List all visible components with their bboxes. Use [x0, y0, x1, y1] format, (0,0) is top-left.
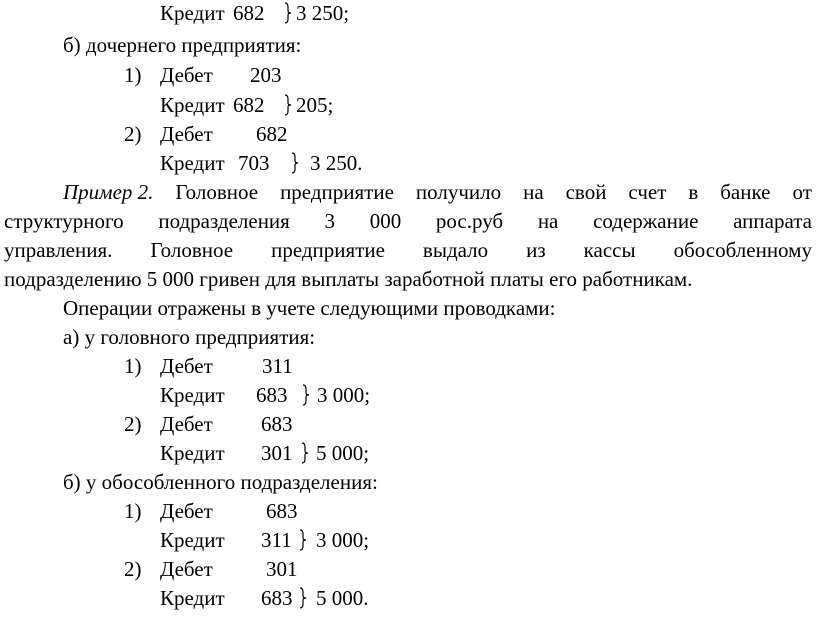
credit-account: 683	[261, 586, 293, 610]
debit-label: Дебет	[160, 354, 213, 378]
brace-icon	[290, 152, 300, 174]
brace-icon	[283, 2, 293, 24]
credit-account: 682	[233, 93, 265, 117]
word: предприятие	[271, 238, 385, 262]
top-credit-amount: 3 250;	[296, 1, 350, 25]
word: Головное	[150, 238, 234, 262]
item-number: 1)	[124, 354, 142, 378]
debit-account: 682	[256, 122, 288, 146]
credit-amount: 5 000.	[316, 586, 369, 610]
word: кассы	[583, 238, 636, 262]
word: на	[537, 209, 559, 233]
debit-account: 301	[266, 557, 298, 581]
word: содержание	[593, 209, 699, 233]
section-a-heading: а) у головного предприятия:	[63, 325, 316, 349]
top-credit-label: Кредит	[160, 1, 225, 25]
paragraph-line-2	[4, 208, 812, 234]
credit-label: Кредит	[160, 151, 225, 175]
item-number: 1)	[124, 63, 142, 87]
brace-icon	[301, 384, 311, 406]
debit-account: 683	[266, 499, 298, 523]
word: от	[792, 180, 812, 204]
credit-amount: 3 000;	[316, 528, 370, 552]
debit-label: Дебет	[160, 63, 213, 87]
paragraph-line-1	[63, 179, 812, 205]
item-number: 1)	[124, 499, 142, 523]
word: счет	[628, 180, 667, 204]
debit-account: 683	[261, 412, 293, 436]
debit-account: 311	[262, 354, 293, 378]
item-number: 2)	[124, 122, 142, 146]
debit-label: Дебет	[160, 412, 213, 436]
word: на	[523, 180, 544, 204]
word: обособленному	[673, 238, 812, 262]
word: рос.руб	[435, 209, 504, 233]
debit-label: Дебет	[160, 557, 213, 581]
credit-account: 301	[261, 441, 293, 465]
debit-label: Дебет	[160, 499, 213, 523]
word: получило	[415, 180, 502, 204]
brace-icon	[298, 529, 308, 551]
word: аппарата	[733, 209, 812, 233]
item-number: 2)	[124, 412, 142, 436]
word: банке	[720, 180, 771, 204]
credit-account: 311	[261, 528, 292, 552]
section-b-subsidiary-heading: б) дочернего предприятия:	[63, 33, 302, 57]
credit-label: Кредит	[160, 441, 225, 465]
operations-intro: Операции отражены в учете следующими проводками:	[63, 296, 556, 320]
top-credit-account: 682	[233, 1, 265, 25]
example-title: Пример 2.	[63, 180, 154, 204]
credit-label: Кредит	[160, 383, 225, 407]
credit-amount: 5 000;	[316, 441, 370, 465]
credit-account: 703	[238, 151, 270, 175]
word: Головное	[175, 180, 259, 204]
debit-label: Дебет	[160, 122, 213, 146]
word: предприятие	[280, 180, 394, 204]
word: структурного	[4, 209, 124, 233]
paragraph-line-3	[4, 237, 812, 263]
paragraph-line-4: подразделению 5 000 гривен для выплаты заработной платы его работникам.	[4, 267, 693, 291]
word: из	[526, 238, 546, 262]
debit-account: 203	[250, 63, 282, 87]
word: в	[688, 180, 699, 204]
word: свой	[565, 180, 607, 204]
credit-label: Кредит	[160, 528, 225, 552]
brace-icon	[298, 587, 308, 609]
item-number: 2)	[124, 557, 142, 581]
credit-label: Кредит	[160, 93, 225, 117]
credit-amount: 3 000;	[317, 383, 371, 407]
credit-amount: 205;	[296, 93, 334, 117]
credit-amount: 3 250.	[310, 151, 363, 175]
brace-icon	[300, 442, 310, 464]
word: 3	[324, 209, 336, 233]
word: подразделения	[158, 209, 290, 233]
section-b-separate-heading: б) у обособленного подразделения:	[63, 470, 378, 494]
word: управления.	[4, 238, 113, 262]
brace-icon	[283, 94, 293, 116]
credit-account: 683	[256, 383, 288, 407]
word: выдало	[422, 238, 489, 262]
word: 000	[369, 209, 402, 233]
credit-label: Кредит	[160, 586, 225, 610]
